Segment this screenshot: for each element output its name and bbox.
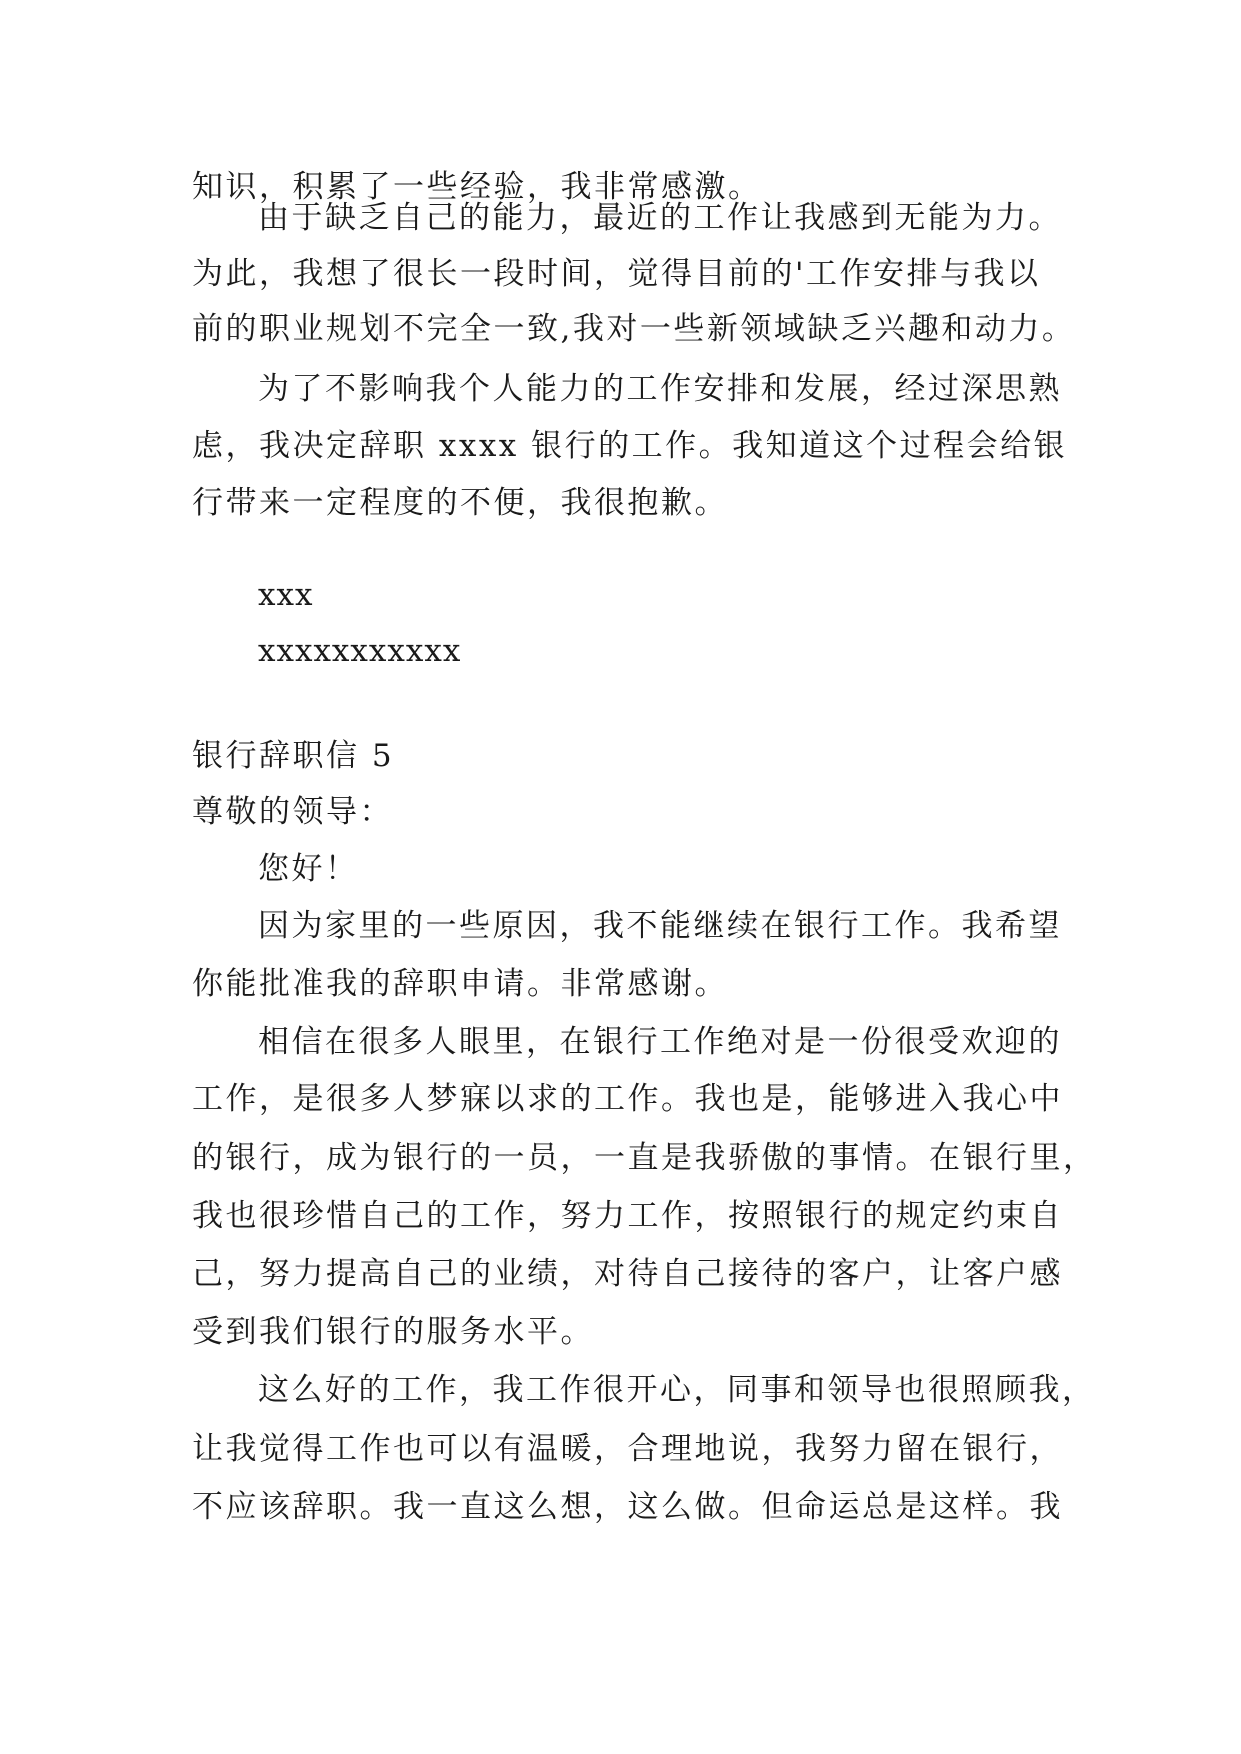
signature-date: xxxxxxxxxxx bbox=[258, 633, 462, 669]
paragraph-line: 为此，我想了很长一段时间，觉得目前的'工作安排与我以 bbox=[192, 256, 1041, 292]
paragraph-line: 虑，我决定辞职 xxxx 银行的工作。我知道这个过程会给银 bbox=[192, 428, 1068, 464]
letter-salutation: 尊敬的领导： bbox=[192, 794, 393, 830]
paragraph-line: 由于缺乏自己的能力，最近的工作让我感到无能为力。 bbox=[258, 200, 1062, 236]
paragraph-line: 行带来一定程度的不便，我很抱歉。 bbox=[192, 485, 728, 521]
paragraph-line: 知识，积累了一些经验，我非常感激。 bbox=[192, 169, 762, 205]
letter-greeting: 您好！ bbox=[258, 851, 359, 887]
paragraph-line: 你能批准我的辞职申请。非常感谢。 bbox=[192, 966, 728, 1002]
paragraph-line: 工作，是很多人梦寐以求的工作。我也是，能够进入我心中 bbox=[192, 1081, 1063, 1117]
letter-title: 银行辞职信 5 bbox=[192, 738, 395, 774]
paragraph-line: 相信在很多人眼里，在银行工作绝对是一份很受欢迎的 bbox=[258, 1024, 1062, 1060]
paragraph-line: 这么好的工作，我工作很开心，同事和领导也很照顾我， bbox=[258, 1372, 1096, 1408]
signature-name: xxx bbox=[258, 577, 314, 613]
paragraph-line: 不应该辞职。我一直这么想，这么做。但命运总是这样。我 bbox=[192, 1489, 1063, 1525]
paragraph-line: 的银行，成为银行的一员，一直是我骄傲的事情。在银行里， bbox=[192, 1140, 1097, 1176]
paragraph-line: 让我觉得工作也可以有温暖，合理地说，我努力留在银行， bbox=[192, 1431, 1063, 1467]
paragraph-line: 我也很珍惜自己的工作，努力工作，按照银行的规定约束自 bbox=[192, 1198, 1063, 1234]
paragraph-line: 前的职业规划不完全一致,我对一些新领域缺乏兴趣和动力。 bbox=[192, 311, 1076, 347]
paragraph-line: 因为家里的一些原因，我不能继续在银行工作。我希望 bbox=[258, 908, 1062, 944]
paragraph-line: 己，努力提高自己的业绩，对待自己接待的客户，让客户感 bbox=[192, 1256, 1063, 1292]
paragraph-line: 受到我们银行的服务水平。 bbox=[192, 1314, 594, 1350]
paragraph-line: 为了不影响我个人能力的工作安排和发展，经过深思熟 bbox=[258, 371, 1062, 407]
